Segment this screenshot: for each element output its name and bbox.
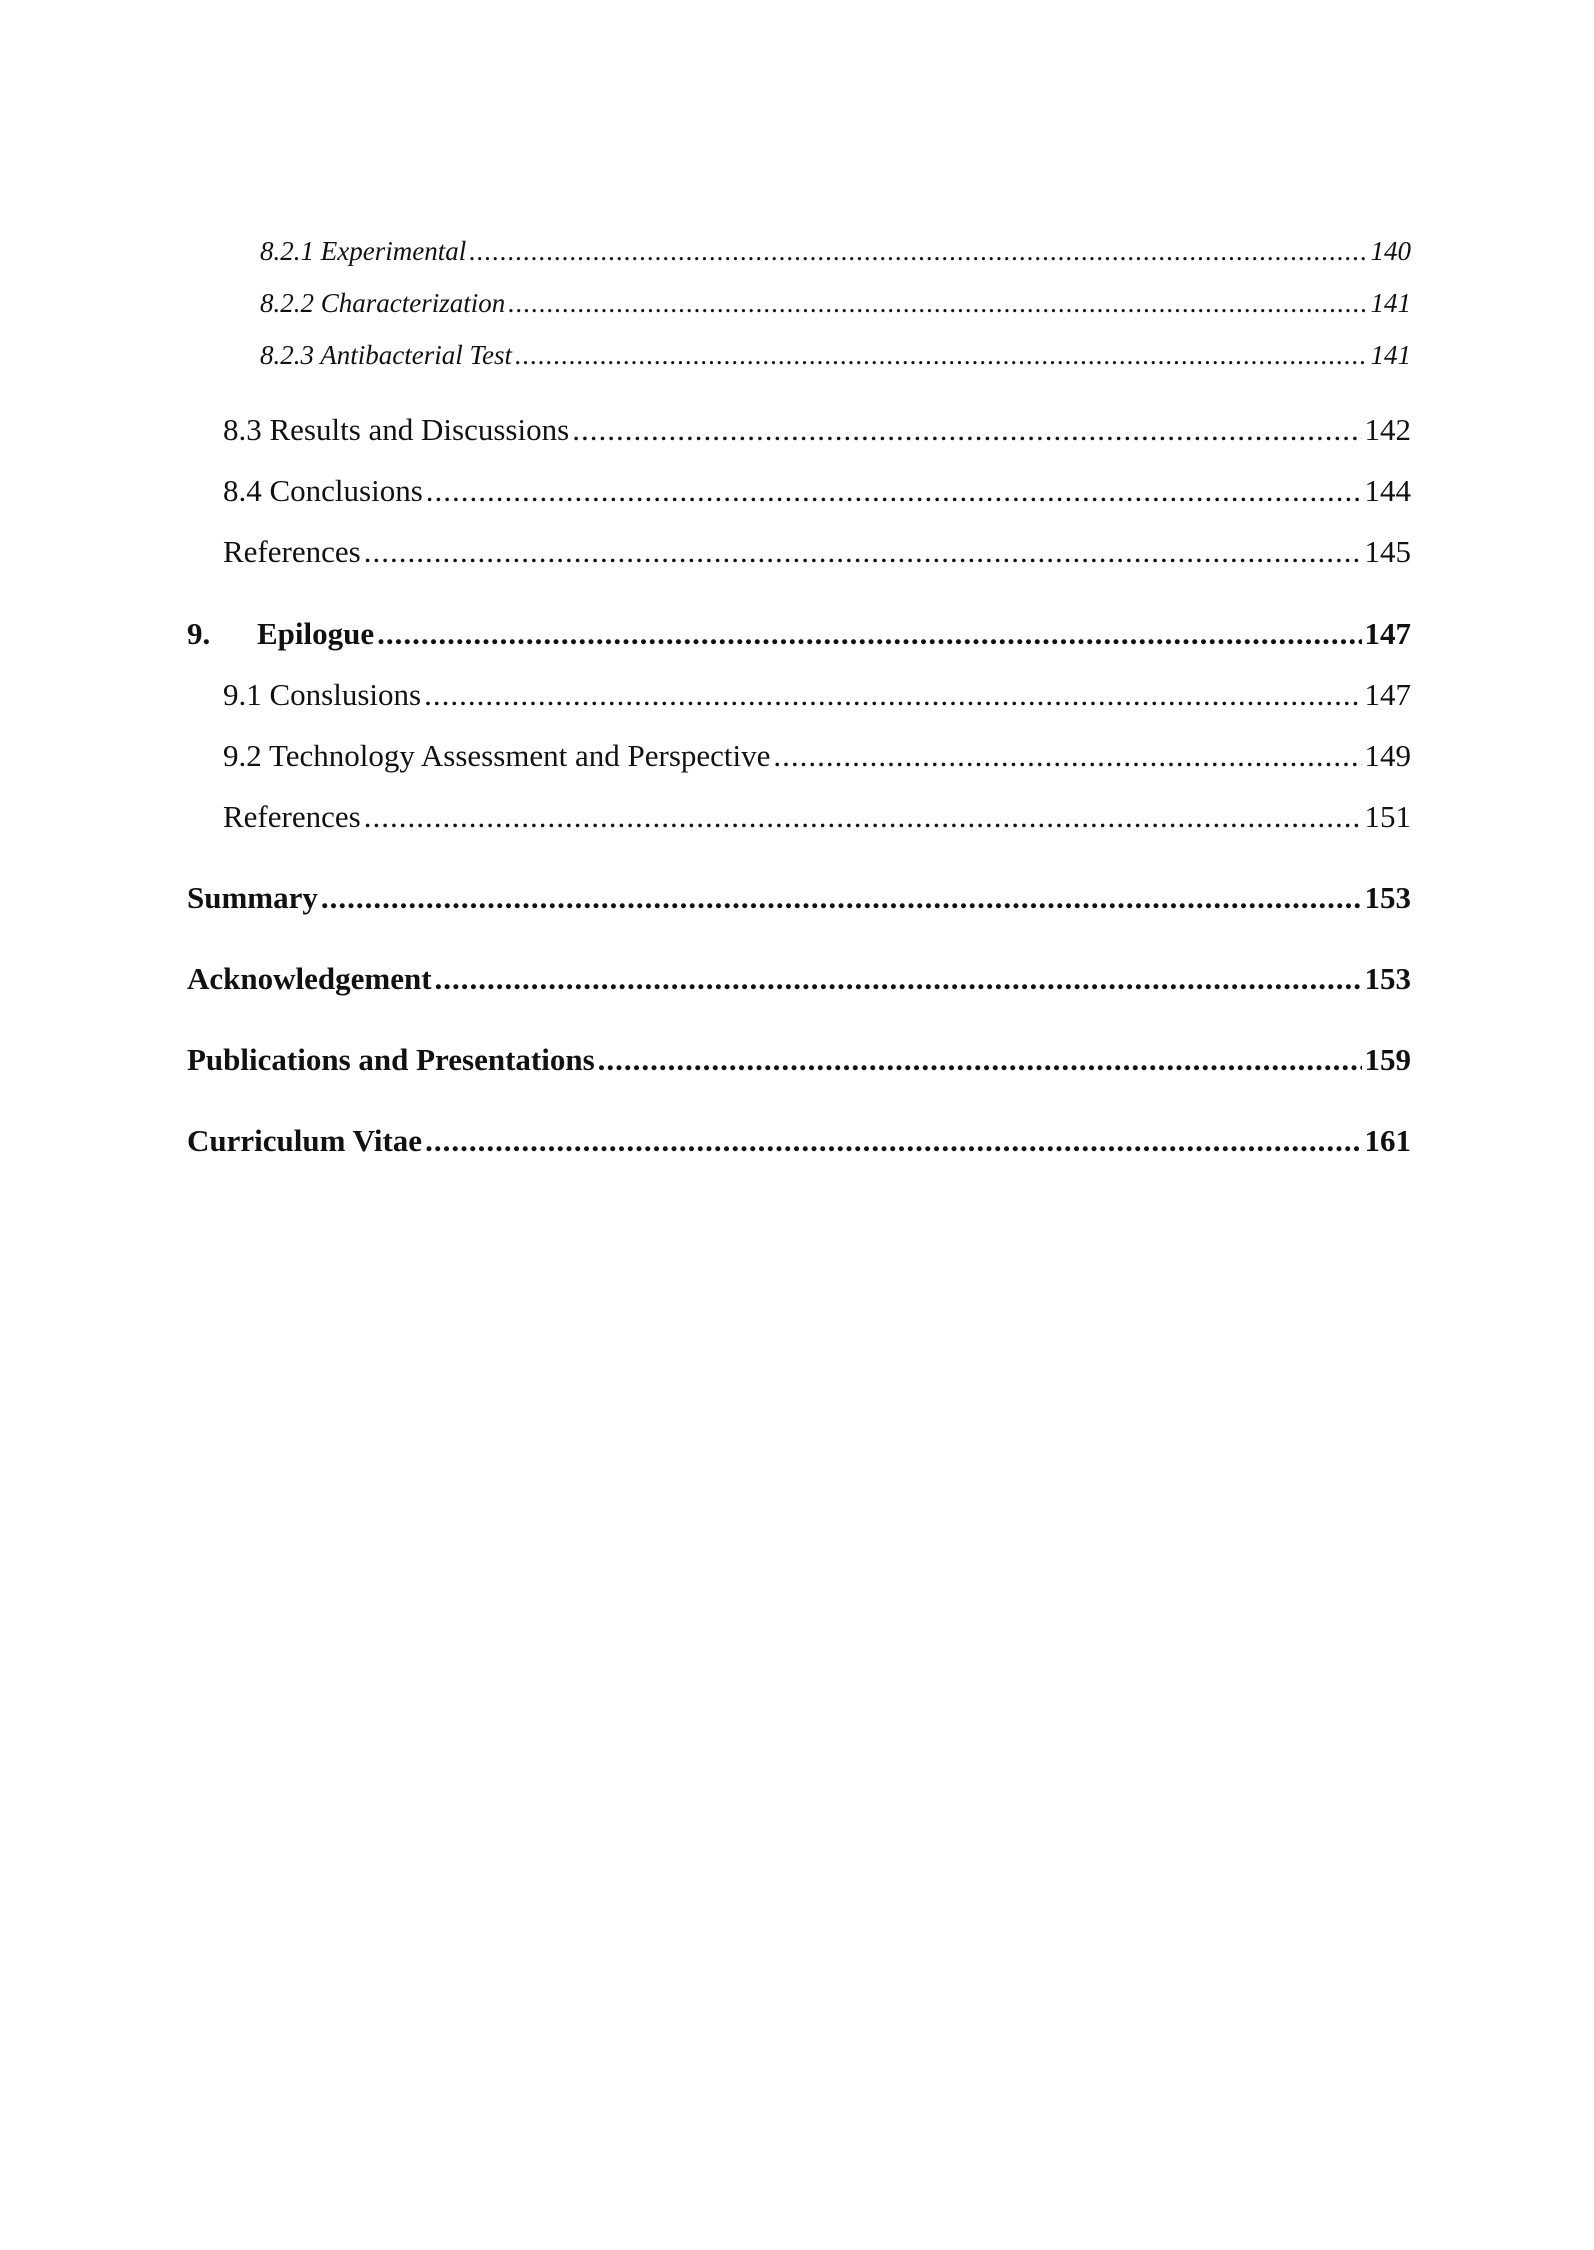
dot-leader (426, 475, 1362, 506)
toc-label: 8.2.2 Characterization (260, 288, 506, 318)
dot-leader (469, 238, 1367, 265)
toc-label: Acknowledgement (187, 961, 432, 996)
dot-leader (508, 290, 1367, 317)
toc-label: References (223, 534, 361, 569)
toc-page-number: 141 (1370, 288, 1411, 318)
toc-page-number: 141 (1370, 340, 1411, 370)
dot-leader (515, 342, 1367, 369)
toc-entry-references-9[interactable] (223, 801, 1411, 832)
toc-label: 8.4 Conclusions (223, 473, 423, 508)
toc-page-number: 159 (1364, 1042, 1411, 1077)
toc-entry-acknowledgement[interactable] (187, 963, 1411, 994)
toc-label: 8.3 Results and Discussions (223, 412, 570, 447)
toc-label: Epilogue (257, 616, 375, 651)
toc-entry-chapter-9[interactable] (187, 618, 1411, 649)
toc-entry-8-2-2[interactable] (260, 290, 1411, 317)
toc-entry-8-4[interactable] (223, 475, 1411, 506)
toc-page-number: 147 (1364, 677, 1411, 712)
toc-entry-curriculum-vitae[interactable] (187, 1125, 1411, 1156)
dot-leader (425, 1125, 1361, 1156)
toc-page-number: 149 (1364, 738, 1411, 773)
toc-page-number: 151 (1364, 799, 1411, 834)
toc-page-number: 153 (1364, 880, 1411, 915)
dot-leader (773, 740, 1361, 771)
toc-page-number: 145 (1364, 534, 1411, 569)
toc-page-number: 140 (1370, 236, 1411, 266)
toc-page-number: 147 (1364, 616, 1411, 651)
dot-leader (435, 963, 1362, 994)
toc-label: 8.2.1 Experimental (260, 236, 467, 266)
toc-entry-publications[interactable] (187, 1044, 1411, 1075)
toc-entry-9-1[interactable] (223, 679, 1411, 710)
toc-label: 9.2 Technology Assessment and Perspective (223, 738, 771, 773)
toc-page-number: 153 (1364, 961, 1411, 996)
dot-leader (364, 536, 1362, 567)
toc-label: References (223, 799, 361, 834)
dot-leader (424, 679, 1361, 710)
dot-leader (377, 618, 1361, 649)
toc-page-number: 144 (1364, 473, 1411, 508)
dot-leader (364, 801, 1362, 832)
toc-label: Curriculum Vitae (187, 1123, 423, 1158)
dot-leader (598, 1044, 1362, 1075)
toc-label: Publications and Presentations (187, 1042, 595, 1077)
toc-label: 8.2.3 Antibacterial Test (260, 340, 513, 370)
toc-page-number: 161 (1364, 1123, 1411, 1158)
dot-leader (572, 414, 1361, 445)
toc-entry-summary[interactable] (187, 882, 1411, 913)
toc-label: 9.1 Conslusions (223, 677, 422, 712)
toc-label: Summary (187, 880, 318, 915)
toc-entry-9-2[interactable] (223, 740, 1411, 771)
toc-entry-8-2-3[interactable] (260, 342, 1411, 369)
toc-page-number: 142 (1364, 412, 1411, 447)
dot-leader (321, 882, 1362, 913)
chapter-number: 9. (187, 616, 211, 651)
toc-entry-8-3[interactable] (223, 414, 1411, 445)
toc-entry-8-2-1[interactable] (260, 238, 1411, 265)
toc-entry-references-8[interactable] (223, 536, 1411, 567)
